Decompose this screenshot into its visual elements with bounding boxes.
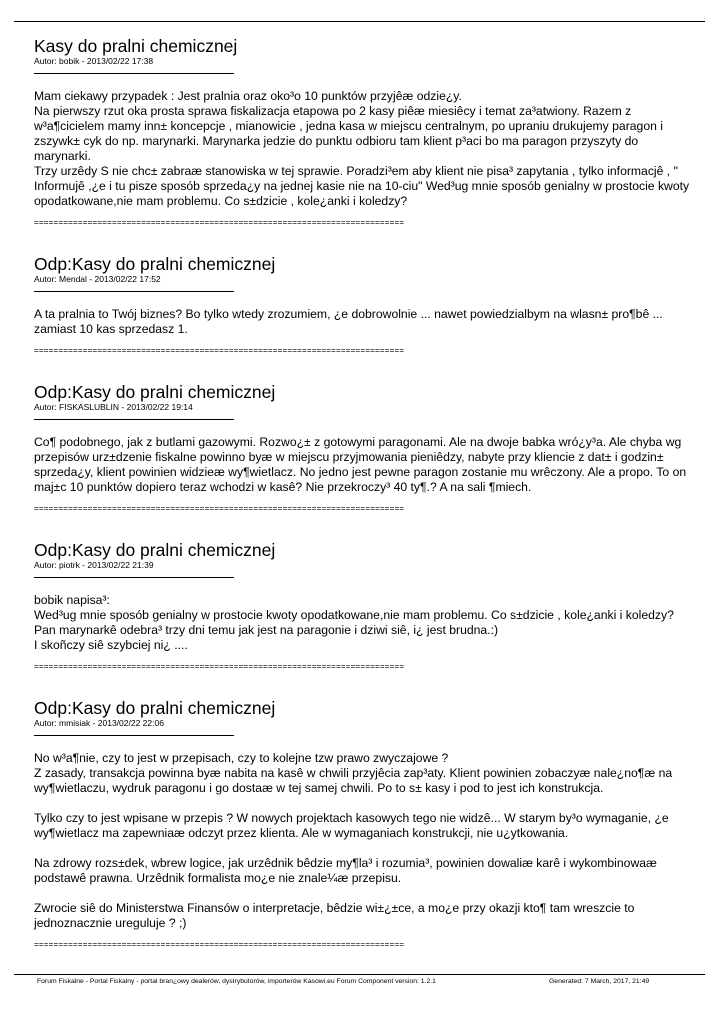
post-title: Odp:Kasy do pralni chemicznej (34, 540, 276, 560)
post (34, 36, 694, 228)
meta-divider (34, 291, 234, 292)
post (34, 382, 694, 514)
post-body (34, 89, 694, 209)
post-separator: ============================================================================ (34, 218, 405, 227)
post-line: Co¶ podobnego, jak z butlami gazowymi. Rozwo¿± z gotowymi paragonami. Ale na dwoje babka wró¿y³a. Ale chyba wg przepisów urz±dzenie fiskalne powinno byæ w miejscu przyjmowania pieniêdzy, nabyte przy kliencie z dat± i godzin± sprzeda¿y, klient powinien widzieæ wy¶wietlacz. No jedno jest pewne paragon zostanie mu wrêczony. Ale a propo. To on maj±c 10 punktów dopiero teraz wchodzi w kasê? Nie przekroczy³ 40 ty¶.? A na sali ¶miech. (34, 435, 687, 494)
post-line: Na pierwszy rzut oka prosta sprawa fiskalizacja etapowa po 2 kasy piêæ miesiêcy i temat za³atwiony. Razem z w³a¶cicielem mamy inn± koncepcje , mianowicie , jedna kasa w miejscu centralnym, po upraniu drukujemy paragon i zszywk± cyk do np. marynarki. Marynarka jedzie do punktu odbioru tam klient p³aci bo ma paragon przyszyty do marynarki. (34, 104, 663, 163)
post-body (34, 307, 694, 337)
post-separator: ============================================================================ (34, 346, 405, 355)
post-separator: ============================================================================ (34, 662, 405, 671)
post-line: Mam ciekawy przypadek : Jest pralnia oraz oko³o 10 punktów przyjêæ odzie¿y. (34, 89, 462, 103)
post-line: Wed³ug mnie sposób genialny w prostocie kwoty opodatkowane,nie mam problemu. Co s±dzicie , kole¿anki i koledzy?Pan marynarkê odebra³ trzy dni temu jak jest na paragonie i dziwi siê, i¿ jest brudna.:) (34, 608, 674, 637)
post-author-date: Autor: mmisiak - 2013/02/22 22:06 (34, 718, 164, 728)
footer-source: Forum Fiskalne - Portal Fiskalny - portal bran¿owy dealerów, dystrybutorów, importerów Kasowi.eu Forum Component version: 1.2.1 (37, 978, 436, 985)
post-line: Trzy urzêdy S nie chc± zabraæ stanowiska w tej sprawie. Poradzi³em aby klient nie pisa³ zapytania , tylko informacjê , " Informujê ,¿e i tu pisze sposób sprzeda¿y na jednej kasie nie na 10-ciu" Wed³ug mnie sposób genialny w prostocie kwoty opodatkowane,nie mam problemu. Co s±dzicie , kole¿anki i koledzy? (34, 164, 690, 208)
top-rule (14, 21, 705, 22)
post (34, 698, 694, 950)
post-line: Na zdrowy rozs±dek, wbrew logice, jak urzêdnik bêdzie my¶la³ i rozumia³, powinien dowaliæ karê i wykombinowaæ podstawê prawna. Urzêdnik formalista mo¿e nie znale¼æ przepisu. (34, 856, 657, 885)
post-body (34, 751, 694, 931)
post-title: Odp:Kasy do pralni chemicznej (34, 382, 276, 402)
meta-divider (34, 73, 234, 74)
post-author-date: Autor: Mendal - 2013/02/22 17:52 (34, 274, 161, 284)
post-separator: ============================================================================ (34, 504, 405, 513)
post-title: Kasy do pralni chemicznej (34, 36, 238, 56)
post-line: Zwrocie siê do Ministerstwa Finansów o interpretacje, bêdzie wi±¿±ce, a mo¿e przy okazji kto¶ tam wreszcie to jednoznacznie ureguluje ? ;) (34, 901, 635, 930)
footer-generated: Generated: 7 March, 2017, 21:49 (549, 978, 650, 985)
post-author-date: Autor: bobik - 2013/02/22 17:38 (34, 56, 154, 66)
meta-divider (34, 577, 234, 578)
post-title: Odp:Kasy do pralni chemicznej (34, 698, 276, 718)
post-author-date: Autor: FISKASLUBLIN - 2013/02/22 19:14 (34, 402, 193, 412)
meta-divider (34, 735, 234, 736)
thread (34, 36, 694, 950)
post-line: No w³a¶nie, czy to jest w przepisach, czy to kolejne tzw prawo zwyczajowe ? (34, 751, 449, 765)
post-title: Odp:Kasy do pralni chemicznej (34, 254, 276, 274)
post (34, 540, 694, 672)
post-line: A ta pralnia to Twój biznes? Bo tylko wtedy zrozumiem, ¿e dobrowolnie ... nawet powiedzialbym na wlasn± pro¶bê ... zamiast 10 kas sprzedasz 1. (34, 307, 663, 336)
post-line: I skoñczy siê szybciej ni¿ .... (34, 638, 188, 652)
post-separator: ============================================================================ (34, 940, 405, 949)
post-line: Tylko czy to jest wpisane w przepis ? W nowych projektach kasowych tego nie widzê... W starym by³o wymaganie, ¿e wy¶wietlacz ma zapewniaæ odczyt przez klienta. Ale w wymaganiach konstrukcji, nie u¿ytkowania. (34, 811, 669, 840)
post-line: bobik napisa³: (34, 593, 110, 607)
post (34, 254, 694, 356)
footer-rule (14, 974, 705, 975)
post-body (34, 593, 694, 653)
post-author-date: Autor: piotrk - 2013/02/22 21:39 (34, 560, 154, 570)
post-line: Z zasady, transakcja powinna byæ nabita na kasê w chwili przyjêcia zap³aty. Klient powinien zobaczyæ nale¿no¶æ na wy¶wietlaczu, wydruk paragonu i go dostaæ w tej samej chwili. Po to s± kasy i pod to jest ich konstrukcja. (34, 766, 673, 795)
post-body (34, 435, 694, 495)
meta-divider (34, 419, 234, 420)
